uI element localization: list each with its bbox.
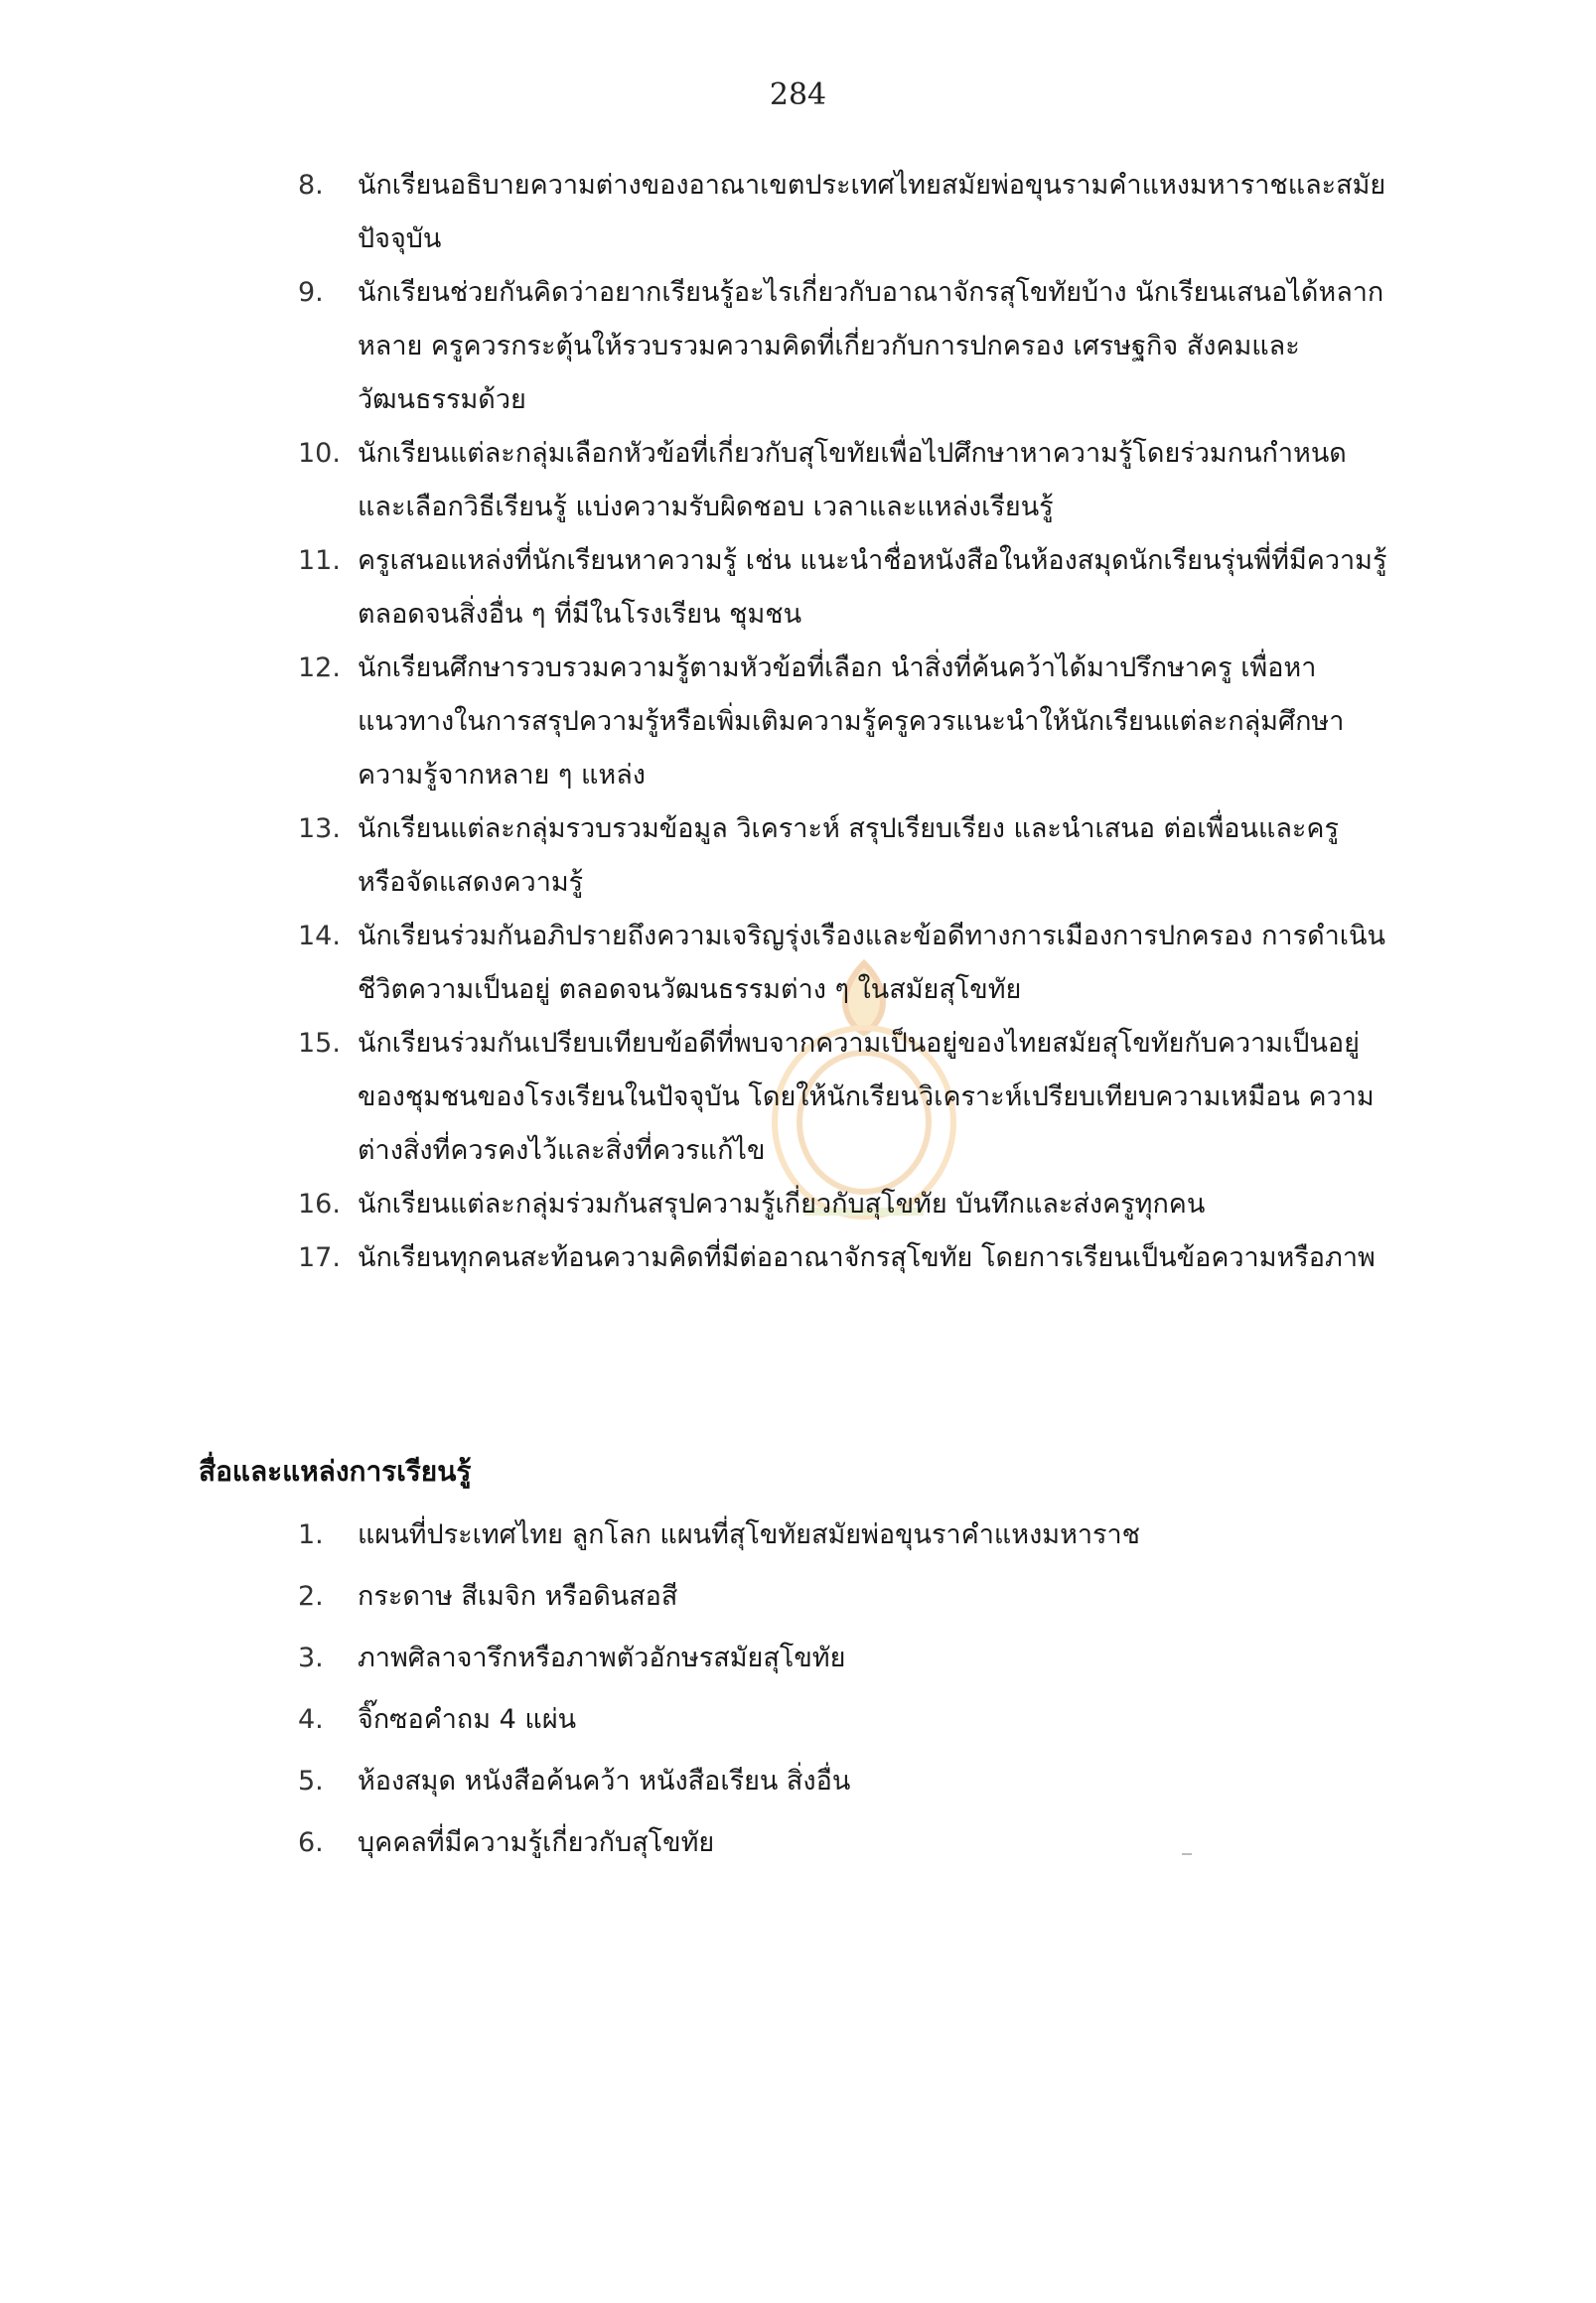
- item-number: 5.: [298, 1766, 324, 1797]
- item-text: นักเรียนแต่ละกลุ่มรวบรวมข้อมูล วิเคราะห์ สรุปเรียบเรียง และนำเสนอ ต่อเพื่อนและครู หรือจัดแสดงความรู้: [358, 813, 1339, 898]
- list-item: [298, 159, 1390, 266]
- list-item: [298, 534, 1390, 642]
- item-number: 9.: [298, 277, 324, 308]
- item-text: ภาพศิลาจารึกหรือภาพตัวอักษรสมัยสุโขทัย: [358, 1643, 846, 1673]
- scan-mark: [1182, 1853, 1192, 1855]
- activity-steps-list: [298, 159, 1390, 1285]
- item-text: ครูเสนอแหล่งที่นักเรียนหาความรู้ เช่น แนะนำชื่อหนังสือในห้องสมุดนักเรียนรุ่นพี่ที่มีความรู้ตลอดจนสิ่งอื่น ๆ ที่มีในโรงเรียน ชุมชน: [358, 545, 1387, 630]
- item-number: 6.: [298, 1827, 324, 1858]
- item-number: 10.: [298, 438, 341, 469]
- item-number: 17.: [298, 1242, 341, 1273]
- item-text: ห้องสมุด หนังสือค้นคว้า หนังสือเรียน สิ่งอื่น: [358, 1766, 851, 1797]
- list-item: [298, 1017, 1390, 1178]
- list-item: [298, 1178, 1390, 1231]
- materials-heading: สื่อและแหล่งการเรียนรู้: [199, 1455, 472, 1488]
- item-text: จิ๊กซอคำถม 4 แผ่น: [358, 1704, 577, 1735]
- item-text: นักเรียนทุกคนสะท้อนความคิดที่มีต่ออาณาจักรสุโขทัย โดยการเรียนเป็นข้อความหรือภาพ: [358, 1242, 1376, 1273]
- item-text: บุคคลที่มีความรู้เกี่ยวกับสุโขทัย: [358, 1827, 715, 1858]
- item-number: 11.: [298, 545, 341, 576]
- item-number: 2.: [298, 1581, 324, 1612]
- item-text: นักเรียนช่วยกันคิดว่าอยากเรียนรู้อะไรเกี่ยวกับอาณาจักรสุโขทัยบ้าง นักเรียนเสนอได้หลากหลาย ครูควรกระตุ้นให้รวบรวมความคิดที่เกี่ยวกับการปกครอง เศรษฐกิจ สังคมและวัฒนธรรมด้วย: [358, 277, 1384, 415]
- list-item: [298, 1231, 1390, 1285]
- list-item: [298, 1689, 1390, 1751]
- item-text: นักเรียนร่วมกันเปรียบเทียบข้อดีที่พบจากความเป็นอยู่ของไทยสมัยสุโขทัยกับความเป็นอยู่ของชุมชนของโรงเรียนในปัจจุบัน โดยให้นักเรียนวิเคราะห์เปรียบเทียบความเหมือน ความต่างสิ่งที่ควรคงไว้และสิ่งที่ควรแก้ไข: [358, 1028, 1375, 1166]
- list-item: [298, 266, 1390, 427]
- item-text: นักเรียนแต่ละกลุ่มร่วมกันสรุปความรู้เกี่ยวกับสุโขทัย บันทึกและส่งครูทุกคน: [358, 1189, 1206, 1220]
- item-number: 16.: [298, 1189, 341, 1220]
- list-item: [298, 802, 1390, 910]
- item-number: 3.: [298, 1643, 324, 1673]
- item-text: นักเรียนร่วมกันอภิปรายถึงความเจริญรุ่งเรืองและข้อดีทางการเมืองการปกครอง การดำเนินชีวิตความเป็นอยู่ ตลอดจนวัฒนธรรมต่าง ๆ ในสมัยสุโขทัย: [358, 921, 1385, 1005]
- item-number: 8.: [298, 170, 324, 201]
- materials-list: [298, 1505, 1390, 1874]
- list-item: [298, 642, 1390, 802]
- item-number: 1.: [298, 1519, 324, 1550]
- list-item: [298, 1751, 1390, 1812]
- item-number: 15.: [298, 1028, 341, 1059]
- page-number: 284: [769, 77, 827, 112]
- item-text: นักเรียนศึกษารวบรวมความรู้ตามหัวข้อที่เลือก นำสิ่งที่ค้นคว้าได้มาปรึกษาครู เพื่อหาแนวทางในการสรุปความรู้หรือเพิ่มเติมความรู้ครูควรแนะนำให้นักเรียนแต่ละกลุ่มศึกษาความรู้จากหลาย ๆ แหล่ง: [358, 652, 1345, 791]
- item-text: กระดาษ สีเมจิก หรือดินสอสี: [358, 1581, 678, 1612]
- item-number: 14.: [298, 921, 341, 951]
- item-text: นักเรียนอธิบายความต่างของอาณาเขตประเทศไทยสมัยพ่อขุนรามคำแหงมหาราชและสมัยปัจจุบัน: [358, 170, 1386, 254]
- list-item: [298, 910, 1390, 1017]
- item-number: 13.: [298, 813, 341, 844]
- list-item: [298, 1505, 1390, 1566]
- item-number: 12.: [298, 652, 341, 683]
- item-number: 4.: [298, 1704, 324, 1735]
- item-text: นักเรียนแต่ละกลุ่มเลือกหัวข้อที่เกี่ยวกับสุโขทัยเพื่อไปศึกษาหาความรู้โดยร่วมกนกำหนดและเลือกวิธีเรียนรู้ แบ่งความรับผิดชอบ เวลาและแหล่งเรียนรู้: [358, 438, 1347, 522]
- list-item: [298, 1628, 1390, 1689]
- list-item: [298, 1566, 1390, 1628]
- item-text: แผนที่ประเทศไทย ลูกโลก แผนที่สุโขทัยสมัยพ่อขุนราคำแหงมหาราช: [358, 1519, 1141, 1550]
- list-item: [298, 1812, 1390, 1874]
- list-item: [298, 427, 1390, 534]
